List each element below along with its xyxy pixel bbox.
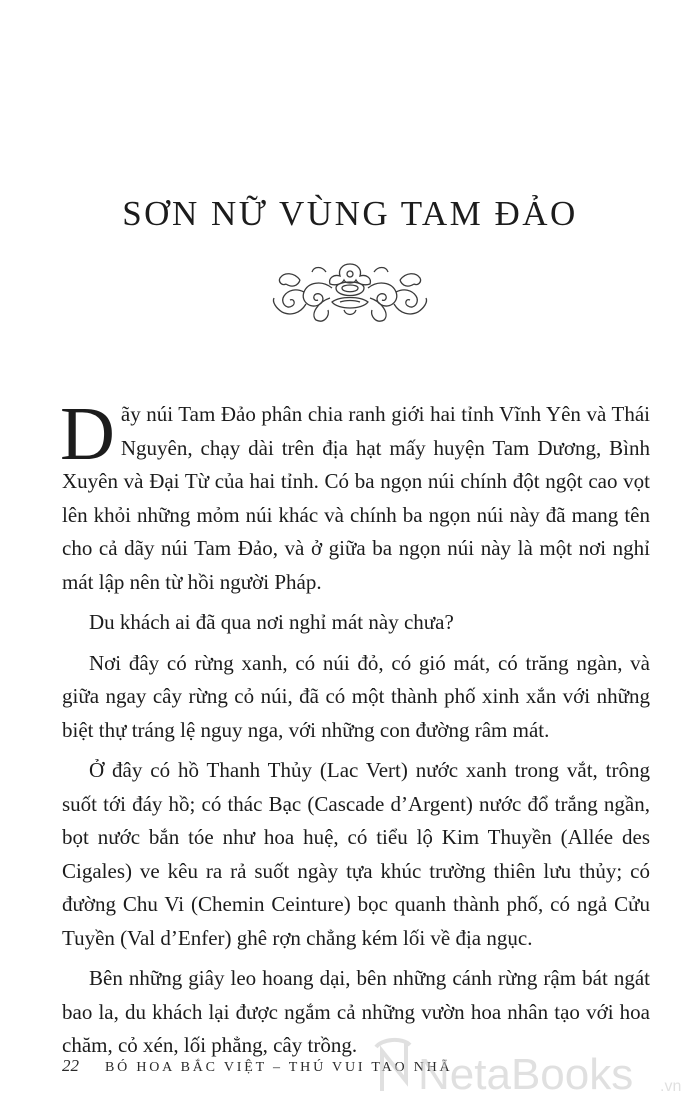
watermark-suffix: .vn — [660, 1078, 682, 1095]
paragraph-2: Du khách ai đã qua nơi nghỉ mát này chưa? — [89, 610, 454, 634]
watermark — [372, 1035, 692, 1105]
page-number: 22 — [62, 1056, 79, 1075]
running-title: BÓ HOA BẮC VIỆT – THÚ VUI TAO NHÃ — [105, 1060, 453, 1075]
netabooks-logo-icon — [376, 1040, 410, 1091]
watermark-brand: NetaBooks — [418, 1050, 634, 1099]
paragraph-4: Ở đây có hồ Thanh Thủy (Lac Vert) nước xanh trong vắt, trông suốt tới đáy hồ; có thác Bạc (Cascade d’Argent) nước đổ trắng ngần, bọt nước bắn tóe như hoa huệ, có tiểu lộ Kim Thuyền (Allée des Cigales) ve kêu ra rả suốt ngày tựa khúc trường thiên lưu thủy; có đường Chu Vi (Chemin Ceinture) bọc quanh thành phố, có ngả Cửu Tuyền (Val d’Enfer) ghê rợn chẳng kém lối về địa ngục. — [62, 758, 650, 950]
paragraph-3: Nơi đây có rừng xanh, có núi đỏ, có gió mát, có trăng ngàn, và giữa ngay cây rừng cỏ núi, đã có một thành phố xinh xắn với những biệt thự tráng lệ nguy nga, với những con đường râm mát. — [62, 650, 650, 742]
paragraph-5: Bên những giây leo hoang dại, bên những cánh rừng rậm bát ngát bao la, du khách lại được ngắm cả những vườn hoa nhân tạo với hoa chăm, cỏ xén, lối phẳng, cây trồng. — [62, 966, 650, 1057]
drop-cap: D — [60, 392, 115, 476]
body-text — [60, 392, 650, 1063]
paragraph-1 — [60, 392, 650, 599]
paragraph-1-text: ãy núi Tam Đảo phân chia ranh giới hai tỉnh Vĩnh Yên và Thái Nguyên, chạy dài trên địa hạt mấy huyện Tam Dương, Bình Xuyên và Đại Từ của hai tỉnh. Có ba ngọn núi chính đột ngột cao vọt lên khỏi những mỏm núi khác và chính ba ngọn núi này đã mang tên cho cả dãy núi Tam Đảo, và ở giữa ba ngọn núi này là một nơi nghỉ mát lập nên từ hồi người Pháp. — [62, 402, 650, 594]
floral-ornament-icon — [270, 258, 430, 324]
page-title: SƠN NỮ VÙNG TAM ĐẢO — [122, 194, 578, 233]
